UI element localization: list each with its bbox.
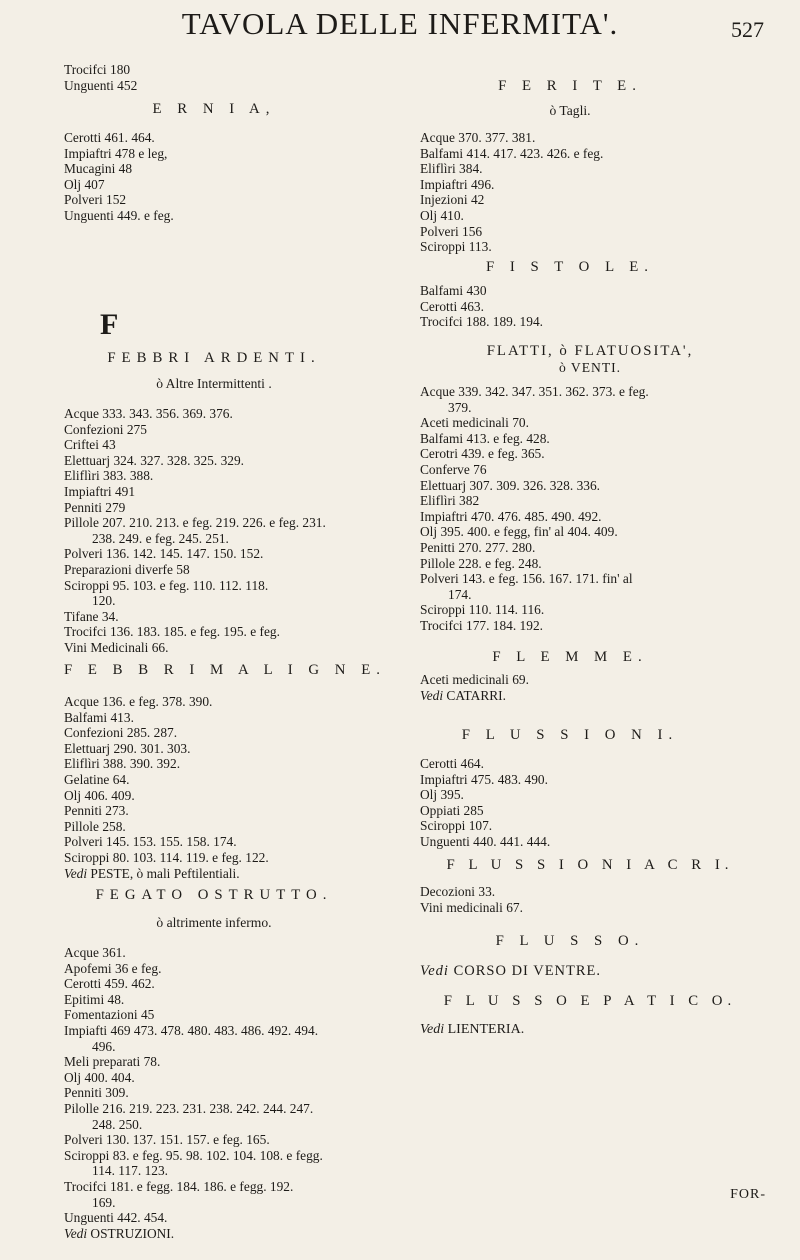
vedi-reference bbox=[64, 866, 269, 882]
list-item: Pilolle 216. 219. 223. 231. 238. 242. 244. 247. bbox=[64, 1100, 314, 1116]
section-heading: FLATTI, ò FLATUOSITA', bbox=[486, 343, 694, 359]
list-item: Elettuarj 290. 301. 303. bbox=[64, 740, 191, 756]
list-item: Epitimi 48. bbox=[64, 991, 125, 1007]
list-item: 496. bbox=[92, 1038, 116, 1054]
list-item: Injezioni 42 bbox=[420, 192, 485, 208]
list-item: Eliflìri 388. 390. 392. bbox=[64, 756, 181, 772]
section-heading: F L U S S I O N I A C R I. bbox=[446, 857, 734, 873]
section-subheading: ò Altre Intermittenti . bbox=[156, 376, 272, 391]
list-item: Pillole 207. 210. 213. e feg. 219. 226. e feg. 231. bbox=[64, 515, 326, 531]
list-item: Acque 339. 342. 347. 351. 362. 373. e feg. bbox=[420, 384, 649, 399]
list-item: Preparazioni diverfe 58 bbox=[64, 561, 190, 577]
list-item: Cerotri 439. e feg. 365. bbox=[420, 446, 545, 462]
list-item: Trocifci 136. 183. 185. e feg. 195. e feg. bbox=[64, 624, 280, 640]
vedi-text: OSTRUZIONI. bbox=[90, 1225, 175, 1241]
list-item: Vini medicinali 67. bbox=[420, 899, 523, 915]
flussioni-acri-entries bbox=[420, 884, 523, 915]
list-item: Acque 361. bbox=[64, 945, 126, 960]
fegato-entries bbox=[64, 945, 323, 1241]
list-item: Impiaftri 491 bbox=[64, 483, 136, 499]
list-item: Impiaftri 496. bbox=[420, 176, 495, 192]
list-item: Cerotti 459. 462. bbox=[64, 976, 155, 992]
section-heading: FEBBRI ARDENTI. bbox=[107, 350, 321, 366]
flemme-entries bbox=[420, 672, 529, 703]
section-heading: FEGATO OSTRUTTO. bbox=[95, 887, 333, 903]
list-item: 248. 250. bbox=[92, 1116, 143, 1132]
list-item: Penitti 270. 277. 280. bbox=[420, 539, 536, 555]
list-item: Gelatine 64. bbox=[64, 771, 130, 787]
list-item: Aceti medicinali 69. bbox=[420, 672, 529, 687]
list-item: Acque 333. 343. 356. 369. 376. bbox=[64, 406, 233, 421]
list-item: Mucagini 48 bbox=[64, 161, 133, 177]
list-item: Cerotti 464. bbox=[420, 756, 484, 771]
list-item: Unguenti 440. 441. 444. bbox=[420, 833, 551, 849]
list-item: Polveri 156 bbox=[420, 223, 483, 239]
list-item: Impiafti 469 473. 478. 480. 483. 486. 492. 494. bbox=[64, 1022, 319, 1038]
list-item: Polveri 145. 153. 155. 158. 174. bbox=[64, 834, 237, 850]
list-item: Meli preparati 78. bbox=[64, 1054, 161, 1070]
section-heading: E R N I A, bbox=[152, 101, 276, 117]
list-item: Olj 407 bbox=[64, 176, 105, 192]
section-heading: F L U S S O E P A T I C O. bbox=[443, 993, 737, 1009]
section-flusso bbox=[420, 932, 720, 950]
list-item: Conferve 76 bbox=[420, 461, 487, 477]
list-item: Olj 400. 404. bbox=[64, 1069, 135, 1085]
section-fegato bbox=[64, 886, 364, 931]
section-subheading: ò altrimente infermo. bbox=[156, 915, 272, 930]
list-item: Olj 406. 409. bbox=[64, 787, 135, 803]
section-fistole bbox=[420, 258, 720, 276]
vedi-label: Vedi bbox=[420, 1022, 445, 1037]
list-item: Sciroppi 95. 103. e feg. 110. 112. 118. bbox=[64, 577, 269, 593]
page-number: 527 bbox=[731, 17, 764, 42]
list-item: Polveri 136. 142. 145. 147. 150. 152. bbox=[64, 546, 264, 562]
section-febbri-maligne bbox=[64, 661, 386, 679]
list-item: Olj 395. 400. e fegg, fin' al 404. 409. bbox=[420, 524, 618, 540]
list-item: Olj 395. bbox=[420, 787, 464, 803]
section-flatti bbox=[420, 342, 760, 376]
list-item: Cerotti 461. 464. bbox=[64, 130, 155, 145]
section-flemme bbox=[420, 648, 720, 666]
list-item: Fomentazioni 45 bbox=[64, 1007, 155, 1023]
ernia-entries bbox=[64, 130, 174, 224]
list-item: Impiaftri 470. 476. 485. 490. 492. bbox=[420, 508, 602, 524]
list-item: Sciroppi 113. bbox=[420, 239, 492, 255]
flussioni-entries bbox=[420, 756, 550, 850]
list-item: Eliflìri 384. bbox=[420, 161, 483, 177]
list-item: Olj 410. bbox=[420, 207, 464, 223]
vedi-text: CORSO DI VENTRE. bbox=[453, 963, 602, 979]
section-ernia bbox=[64, 100, 364, 118]
catchword: FOR- bbox=[730, 1187, 766, 1202]
section-flussioni bbox=[420, 726, 720, 744]
list-item: Pillole 258. bbox=[64, 818, 126, 834]
list-item: Impiaftri 478 e leg, bbox=[64, 145, 168, 161]
list-item: Elettuarj 324. 327. 328. 325. 329. bbox=[64, 452, 245, 468]
list-item: 114. 117. 123. bbox=[92, 1163, 169, 1179]
vedi-reference bbox=[64, 1226, 323, 1242]
list-item: Unguenti 442. 454. bbox=[64, 1210, 168, 1226]
list-item: Elettuarj 307. 309. 326. 328. 336. bbox=[420, 477, 601, 493]
list-item: Eliflìri 382 bbox=[420, 493, 480, 509]
list-item: Sciroppi 80. 103. 114. 119. e feg. 122. bbox=[64, 849, 269, 865]
list-item: Sciroppi 110. 114. 116. bbox=[420, 602, 545, 618]
list-item: Trocifci 177. 184. 192. bbox=[420, 617, 543, 633]
list-item: Acque 136. e feg. 378. 390. bbox=[64, 694, 213, 709]
list-item: Acque 370. 377. 381. bbox=[420, 130, 536, 145]
list-item: Confezioni 275 bbox=[64, 421, 147, 437]
page-title: TAVOLA DELLE INFERMITA'. bbox=[181, 6, 619, 41]
list-item: Balfami 414. 417. 423. 426. e feg. bbox=[420, 145, 604, 161]
vedi-reference bbox=[420, 688, 529, 704]
febbri-ardenti-entries bbox=[64, 406, 326, 656]
vedi-reference bbox=[420, 964, 601, 980]
list-item: Trocifci 181. e fegg. 184. 186. e fegg. 192. bbox=[64, 1178, 294, 1194]
section-subheading: ò Tagli. bbox=[549, 103, 591, 118]
list-item: 238. 249. e feg. 245. 251. bbox=[92, 530, 229, 546]
vedi-text: LIENTERIA. bbox=[447, 1022, 525, 1037]
list-item: Aceti medicinali 70. bbox=[420, 415, 529, 431]
fistole-entries bbox=[420, 283, 543, 330]
section-heading: F E R I T E. bbox=[498, 78, 642, 94]
vedi-text: PESTE, ò mali Peftilentiali. bbox=[90, 865, 240, 881]
flusso-epatico-entries bbox=[420, 1022, 524, 1038]
list-item: Balfami 413. bbox=[64, 709, 134, 725]
top-entries bbox=[64, 62, 137, 93]
list-item: Pillole 228. e feg. 248. bbox=[420, 555, 542, 571]
list-item: Apofemi 36 e feg. bbox=[64, 960, 162, 976]
list-item: Impiaftri 475. 483. 490. bbox=[420, 771, 548, 787]
list-item: Cerotti 463. bbox=[420, 298, 484, 314]
list-item: Unguenti 449. e feg. bbox=[64, 207, 174, 223]
vedi-label: Vedi bbox=[420, 687, 444, 703]
section-heading: F L U S S O. bbox=[495, 933, 645, 949]
flusso-entries bbox=[420, 964, 601, 980]
flatti-entries bbox=[420, 384, 649, 634]
list-item: Criftei 43 bbox=[64, 437, 116, 453]
list-item: 169. bbox=[92, 1194, 116, 1210]
vedi-label: Vedi bbox=[420, 963, 449, 979]
section-heading: F E B B R I M A L I G N E. bbox=[64, 662, 386, 678]
section-heading: F L E M M E. bbox=[492, 649, 648, 665]
list-item: Penniti 279 bbox=[64, 499, 126, 515]
section-ferite bbox=[420, 77, 720, 119]
list-item: Polveri 152 bbox=[64, 192, 127, 208]
section-heading: F L U S S I O N I. bbox=[461, 727, 679, 743]
list-item: Confezioni 285. 287. bbox=[64, 725, 178, 741]
section-heading: F I S T O L E. bbox=[486, 259, 654, 275]
section-febbri-ardenti bbox=[64, 349, 364, 392]
section-flusso-epatico bbox=[420, 992, 760, 1010]
list-item: Vini Medicinali 66. bbox=[64, 639, 169, 655]
vedi-label: Vedi bbox=[64, 1225, 88, 1241]
list-item: Unguenti 452 bbox=[64, 77, 138, 93]
list-item: 120. bbox=[92, 593, 116, 609]
list-item: Oppiati 285 bbox=[420, 802, 484, 818]
section-subheading: ò VENTI. bbox=[558, 360, 622, 375]
list-item: 379. bbox=[448, 399, 472, 415]
list-item: Balfami 413. e feg. 428. bbox=[420, 430, 550, 446]
vedi-text: CATARRI. bbox=[446, 687, 506, 703]
list-item: Sciroppi 107. bbox=[420, 818, 493, 834]
section-letter: F bbox=[100, 308, 119, 341]
list-item: Polveri 143. e feg. 156. 167. 171. fin' al bbox=[420, 571, 633, 587]
list-item: Trocifci 188. 189. 194. bbox=[420, 314, 543, 330]
list-item: 174. bbox=[448, 586, 472, 602]
list-item: Penniti 273. bbox=[64, 803, 129, 819]
febbri-maligne-entries bbox=[64, 694, 269, 881]
ferite-entries bbox=[420, 130, 603, 255]
list-item: Eliflìri 383. 388. bbox=[64, 468, 154, 484]
vedi-reference bbox=[420, 1022, 524, 1038]
list-item: Penniti 309. bbox=[64, 1085, 129, 1101]
list-item: Trocifci 180 bbox=[64, 62, 131, 77]
list-item: Balfami 430 bbox=[420, 283, 487, 298]
section-flussioni-acri bbox=[420, 856, 760, 874]
list-item: Polveri 130. 137. 151. 157. e feg. 165. bbox=[64, 1132, 270, 1148]
list-item: Sciroppi 83. e feg. 95. 98. 102. 104. 108. e fegg. bbox=[64, 1147, 323, 1163]
vedi-label: Vedi bbox=[64, 865, 88, 881]
list-item: Tifane 34. bbox=[64, 608, 119, 624]
list-item: Decozioni 33. bbox=[420, 884, 496, 899]
